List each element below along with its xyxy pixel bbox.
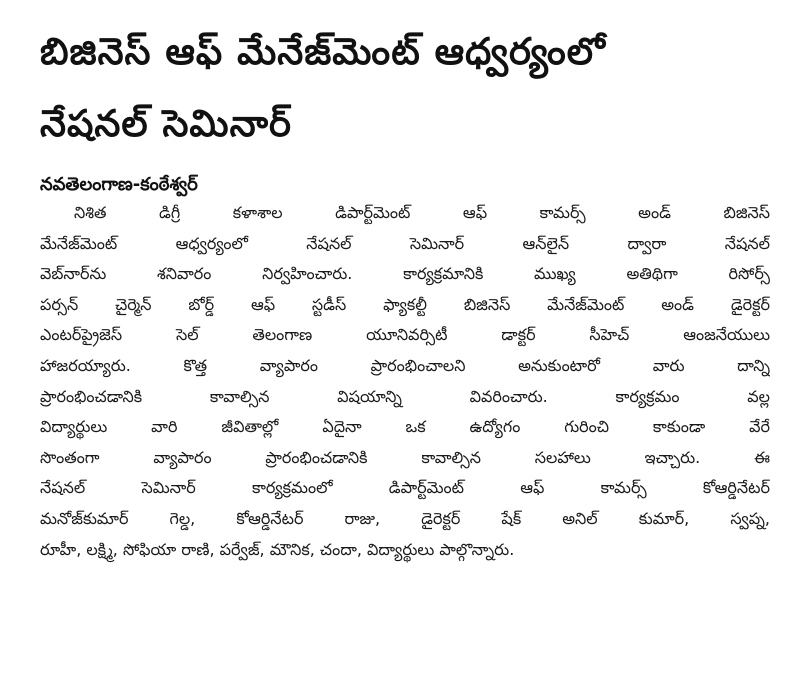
body-line-10: నేషనల్ సెమినార్ కార్యక్రమంలో డిపార్ట్‌మెంట్ ఆఫ్ కామర్స్ కోఆర్డినేటర్ (40, 478, 770, 498)
news-article (40, 16, 770, 565)
headline-line-1: బిజినెస్ ఆఫ్ మేనేజ్‌మెంట్ ఆధ్వర్యంలో (40, 30, 606, 73)
body-line-3: వెబ్‌నార్‌ను శనివారం నిర్వహించారు. కార్యక్రమానికి ముఖ్య అతిథిగా రిసోర్స్ (40, 264, 770, 284)
body-line-12: రూహీ, లక్ష్మి, సోఫియా రాణి, పర్వేజ్, మౌనిక, చందా, విద్యార్థులు పాల్గొన్నారు. (40, 539, 515, 559)
article-headline (40, 16, 770, 160)
article-body (40, 198, 770, 565)
body-line-2: మేనేజ్‌మెంట్ ఆధ్వర్యంలో నేషనల్ సెమినార్ ఆన్‌లైన్ ద్వారా నేషనల్ (40, 233, 770, 253)
body-line-9: సొంతంగా వ్యాపారం ప్రారంభించడానికి కావాల్సిన సలహాలు ఇచ్చారు. ఈ (40, 447, 770, 467)
headline-line-2: నేషనల్ సెమినార్ (40, 102, 292, 145)
body-line-5: ఎంటర్‌ప్రైజెస్ సెల్ తెలంగాణ యూనివర్సిటీ డాక్టర్ సీహెచ్ ఆంజనేయులు (40, 325, 770, 345)
article-dateline: నవతెలంగాణ-కంఠేశ్వర్ (40, 174, 198, 195)
body-line-6: హాజరయ్యారు. కొత్త వ్యాపారం ప్రారంభించాలని అనుకుంటారో వారు దాన్ని (40, 355, 770, 375)
body-line-1: నిశిత డిగ్రీ కళాశాల డిపార్ట్‌మెంట్ ఆఫ్ కామర్స్ అండ్ బిజినెస్ (74, 203, 770, 222)
body-line-4: పర్సన్ చైర్మెన్ బోర్డ్ ఆఫ్ స్టడీస్ ఫ్యాకల్టీ బిజినెస్ మేనేజ్‌మెంట్ అండ్ డైరెక్టర్ (40, 294, 770, 314)
body-line-8: విద్యార్థులు వారి జీవితాల్లో ఏదైనా ఒక ఉద్యోగం గురించి కాకుండా వేరే (40, 417, 770, 437)
body-line-7: ప్రారంభించడానికి కావాల్సిన విషయాన్ని వివరించారు. కార్యక్రమం వల్ల (40, 386, 770, 406)
body-line-11: మనోజ్‌కుమార్ గెల్డ, కోఆర్డినేటర్ రాజు, డైరెక్టర్ షేక్ అనిల్ కుమార్, స్వప్న, (40, 508, 770, 528)
